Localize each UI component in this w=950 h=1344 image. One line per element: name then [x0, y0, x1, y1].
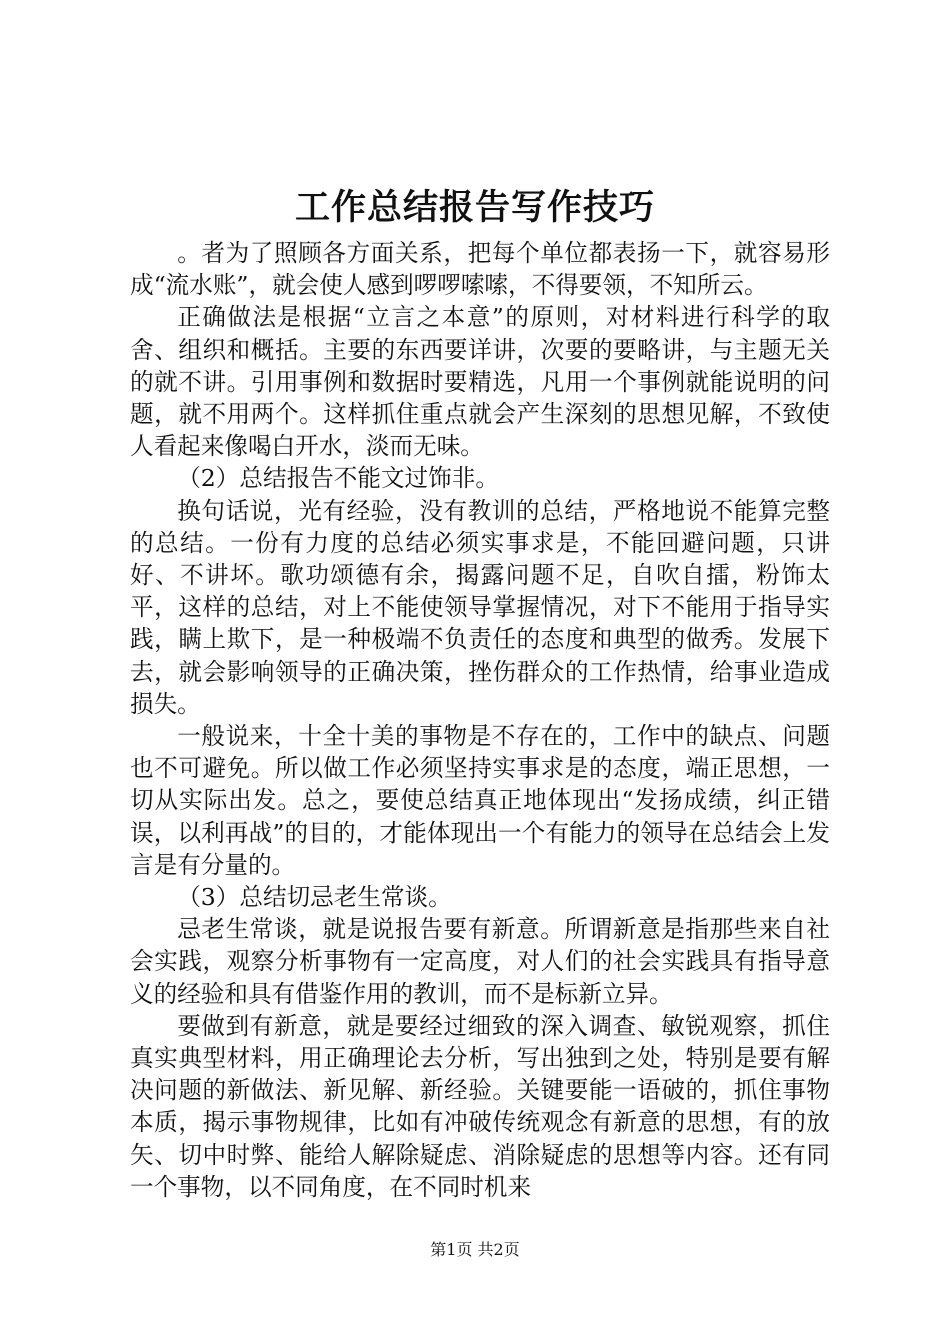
paragraph: 。者为了照顾各方面关系，把每个单位都表扬一下，就容易形成“流水账”，就会使人感到啰啰嗦嗦，不得要领，不知所云。	[130, 239, 830, 300]
section-heading: （3）总结切忌老生常谈。	[177, 883, 452, 912]
page-number-footer: 第1页 共2页	[430, 1240, 520, 1259]
document-title: 工作总结报告写作技巧	[294, 187, 655, 228]
document-body	[130, 237, 830, 1203]
paragraph: 换句话说，光有经验，没有教训的总结，严格地说不能算完整的总结。一份有力度的总结必须实事求是，不能回避问题，只讲好、不讲坏。歌功颂德有余，揭露问题不足，自吹自擂，粉饰太平，这样的总结，对上不能使领导掌握情况，对下不能用于指导实践，瞒上欺下，是一种极端不负责任的态度和典型的做秀。发展下去，就会影响领导的正确决策，挫伤群众的工作热情，给事业造成损失。	[130, 496, 830, 718]
paragraph: 一般说来，十全十美的事物是不存在的，工作中的缺点、问题也不可避免。所以做工作必须坚持实事求是的态度，端正思想，一切从实际出发。总之，要使总结真正地体现出“发扬成绩，纠正错误，以利再战”的目的，才能体现出一个有能力的领导在总结会上发言是有分量的。	[130, 722, 830, 879]
paragraph: 正确做法是根据“立言之本意”的原则，对材料进行科学的取舍、组织和概括。主要的东西要详讲，次要的要略讲，与主题无关的就不讲。引用事例和数据时要精选，凡用一个事例就能说明的问题，就不用两个。这样抓住重点就会产生深刻的思想见解，不致使人看起来像喝白开水，淡而无味。	[130, 303, 830, 461]
paragraph: 忌老生常谈，就是说报告要有新意。所谓新意是指那些来自社会实践，观察分析事物有一定高度，对人们的社会实践具有指导意义的经验和具有借鉴作用的教训，而不是标新立异。	[130, 915, 830, 1008]
section-heading: （2）总结报告不能文过饰非。	[177, 464, 499, 493]
paragraph: 要做到有新意，就是要经过细致的深入调查、敏锐观察，抓住真实典型材料，用正确理论去分析，写出独到之处，特别是要有解决问题的新做法、新见解、新经验。关键要能一语破的，抓住事物本质，揭示事物规律，比如有冲破传统观念有新意的思想，有的放矢、切中时弊、能给人解除疑虑、消除疑虑的思想等内容。还有同一个事物，以不同角度，在不同时机来	[130, 1011, 830, 1201]
